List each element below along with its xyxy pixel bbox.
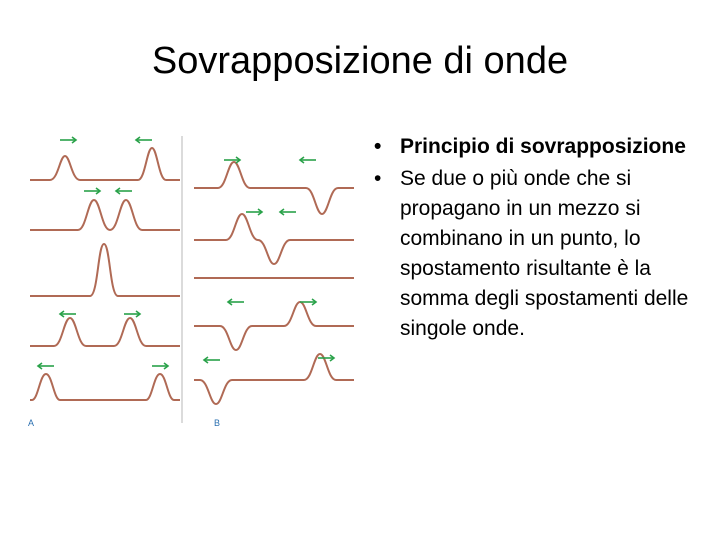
wave-b1: [194, 162, 354, 214]
wave-a5: [30, 374, 180, 400]
wave-b4: [194, 302, 354, 350]
panel-label-a: A: [28, 418, 35, 428]
arrow-right-icon: [84, 188, 100, 194]
superposition-figure: [28, 128, 354, 436]
wave-a1: [30, 148, 180, 180]
arrow-right-icon: [60, 137, 76, 143]
arrow-right-icon: [246, 209, 262, 215]
bullet-text: Se due o più onde che si propagano in un mezzo si combinano in un punto, lo spostamento risultante è la somma degli spostamenti delle singole onde.: [400, 167, 689, 340]
arrow-left-icon: [136, 137, 152, 143]
wave-b2: [194, 214, 354, 264]
arrow-left-icon: [300, 157, 316, 163]
arrow-left-icon: [38, 363, 54, 369]
arrow-left-icon: [60, 311, 76, 317]
wave-a3: [30, 244, 180, 296]
bullet-item: [374, 164, 694, 344]
arrow-left-icon: [280, 209, 296, 215]
bullet-list: [374, 132, 694, 346]
wave-b5: [194, 354, 354, 404]
bullet-symbol: •: [374, 135, 382, 158]
arrow-right-icon: [318, 355, 334, 361]
bullet-symbol: •: [374, 167, 382, 190]
arrow-left-icon: [228, 299, 244, 305]
bullet-text: Principio di sovrapposizione: [400, 135, 686, 158]
slide-title: Sovrapposizione di onde: [151, 40, 569, 82]
wave-diagram: [28, 128, 354, 436]
panel-label-b: B: [214, 418, 221, 428]
wave-a2: [30, 200, 180, 230]
arrow-left-icon: [116, 188, 132, 194]
arrow-left-icon: [204, 357, 220, 363]
arrow-right-icon: [124, 311, 140, 317]
wave-a4: [30, 318, 180, 346]
bullet-item: [374, 132, 694, 162]
arrow-right-icon: [152, 363, 168, 369]
